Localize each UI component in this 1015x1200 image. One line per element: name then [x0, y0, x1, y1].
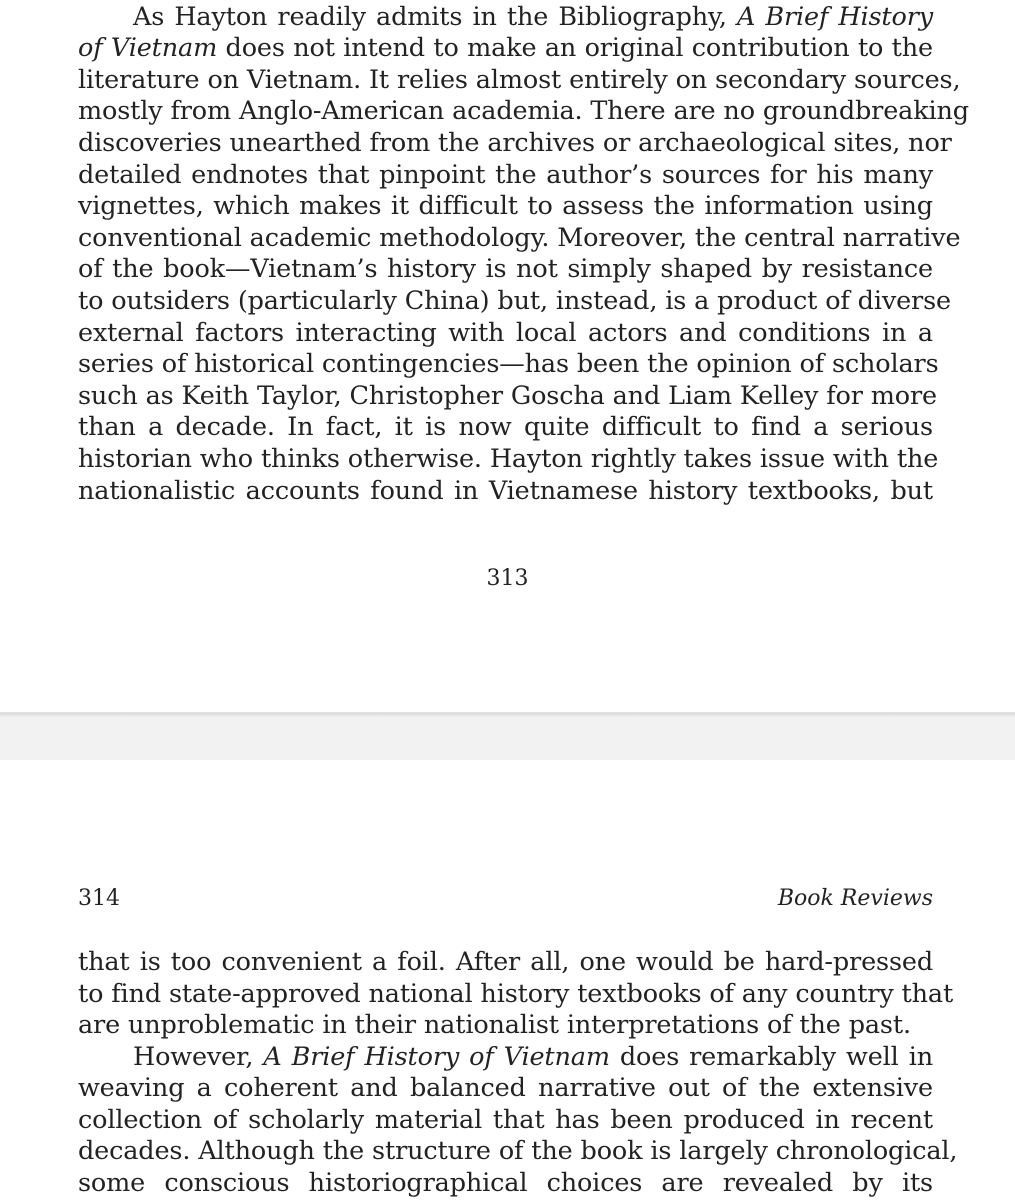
text-line: collection of scholarly material that has been produced in recent: [78, 1105, 933, 1135]
text-line: some conscious historiographical choices are revealed by its: [78, 1168, 933, 1198]
text-line: vignettes, which makes it difficult to assess the information using: [78, 191, 933, 221]
text-line: However, A Brief History of Vietnam does remarkably well in: [133, 1042, 933, 1072]
text-line: As Hayton readily admits in the Bibliography, A Brief History: [133, 2, 933, 32]
text-line: discoveries unearthed from the archives or archaeological sites, nor: [78, 128, 952, 158]
text-line: literature on Vietnam. It relies almost entirely on secondary sources,: [78, 65, 961, 95]
text-line: weaving a coherent and balanced narrative out of the extensive: [78, 1073, 933, 1103]
page-separator: [0, 712, 1015, 761]
page-number: 314: [78, 886, 120, 911]
text-line: to find state-approved national history textbooks of any country that: [78, 979, 954, 1009]
text-line: to outsiders (particularly China) but, instead, is a product of diverse: [78, 286, 951, 316]
text-line: series of historical contingencies—has been the opinion of scholars: [78, 349, 939, 379]
text-line: of the book—Vietnam’s history is not simply shaped by resistance: [78, 254, 933, 284]
page-number: 313: [486, 566, 529, 591]
text-line: historian who thinks otherwise. Hayton rightly takes issue with the: [78, 444, 939, 474]
text-line: are unproblematic in their nationalist interpretations of the past.: [78, 1010, 911, 1040]
text-line: such as Keith Taylor, Christopher Goscha and Liam Kelley for more: [78, 381, 937, 411]
text-line: decades. Although the structure of the book is largely chronological,: [78, 1136, 958, 1166]
running-head: Book Reviews: [777, 886, 933, 911]
text-line: than a decade. In fact, it is now quite difficult to find a serious: [78, 412, 933, 442]
text-line: mostly from Anglo-American academia. There are no groundbreaking: [78, 96, 969, 126]
text-line: external factors interacting with local actors and conditions in a: [78, 318, 933, 348]
text-line: conventional academic methodology. Moreover, the central narrative: [78, 223, 961, 253]
text-line: of Vietnam does not intend to make an original contribution to the: [78, 33, 933, 63]
text-line: detailed endnotes that pinpoint the author’s sources for his many: [78, 160, 933, 190]
text-line: nationalistic accounts found in Vietnamese history textbooks, but: [78, 476, 933, 506]
text-line: that is too convenient a foil. After all, one would be hard-pressed: [78, 947, 933, 977]
